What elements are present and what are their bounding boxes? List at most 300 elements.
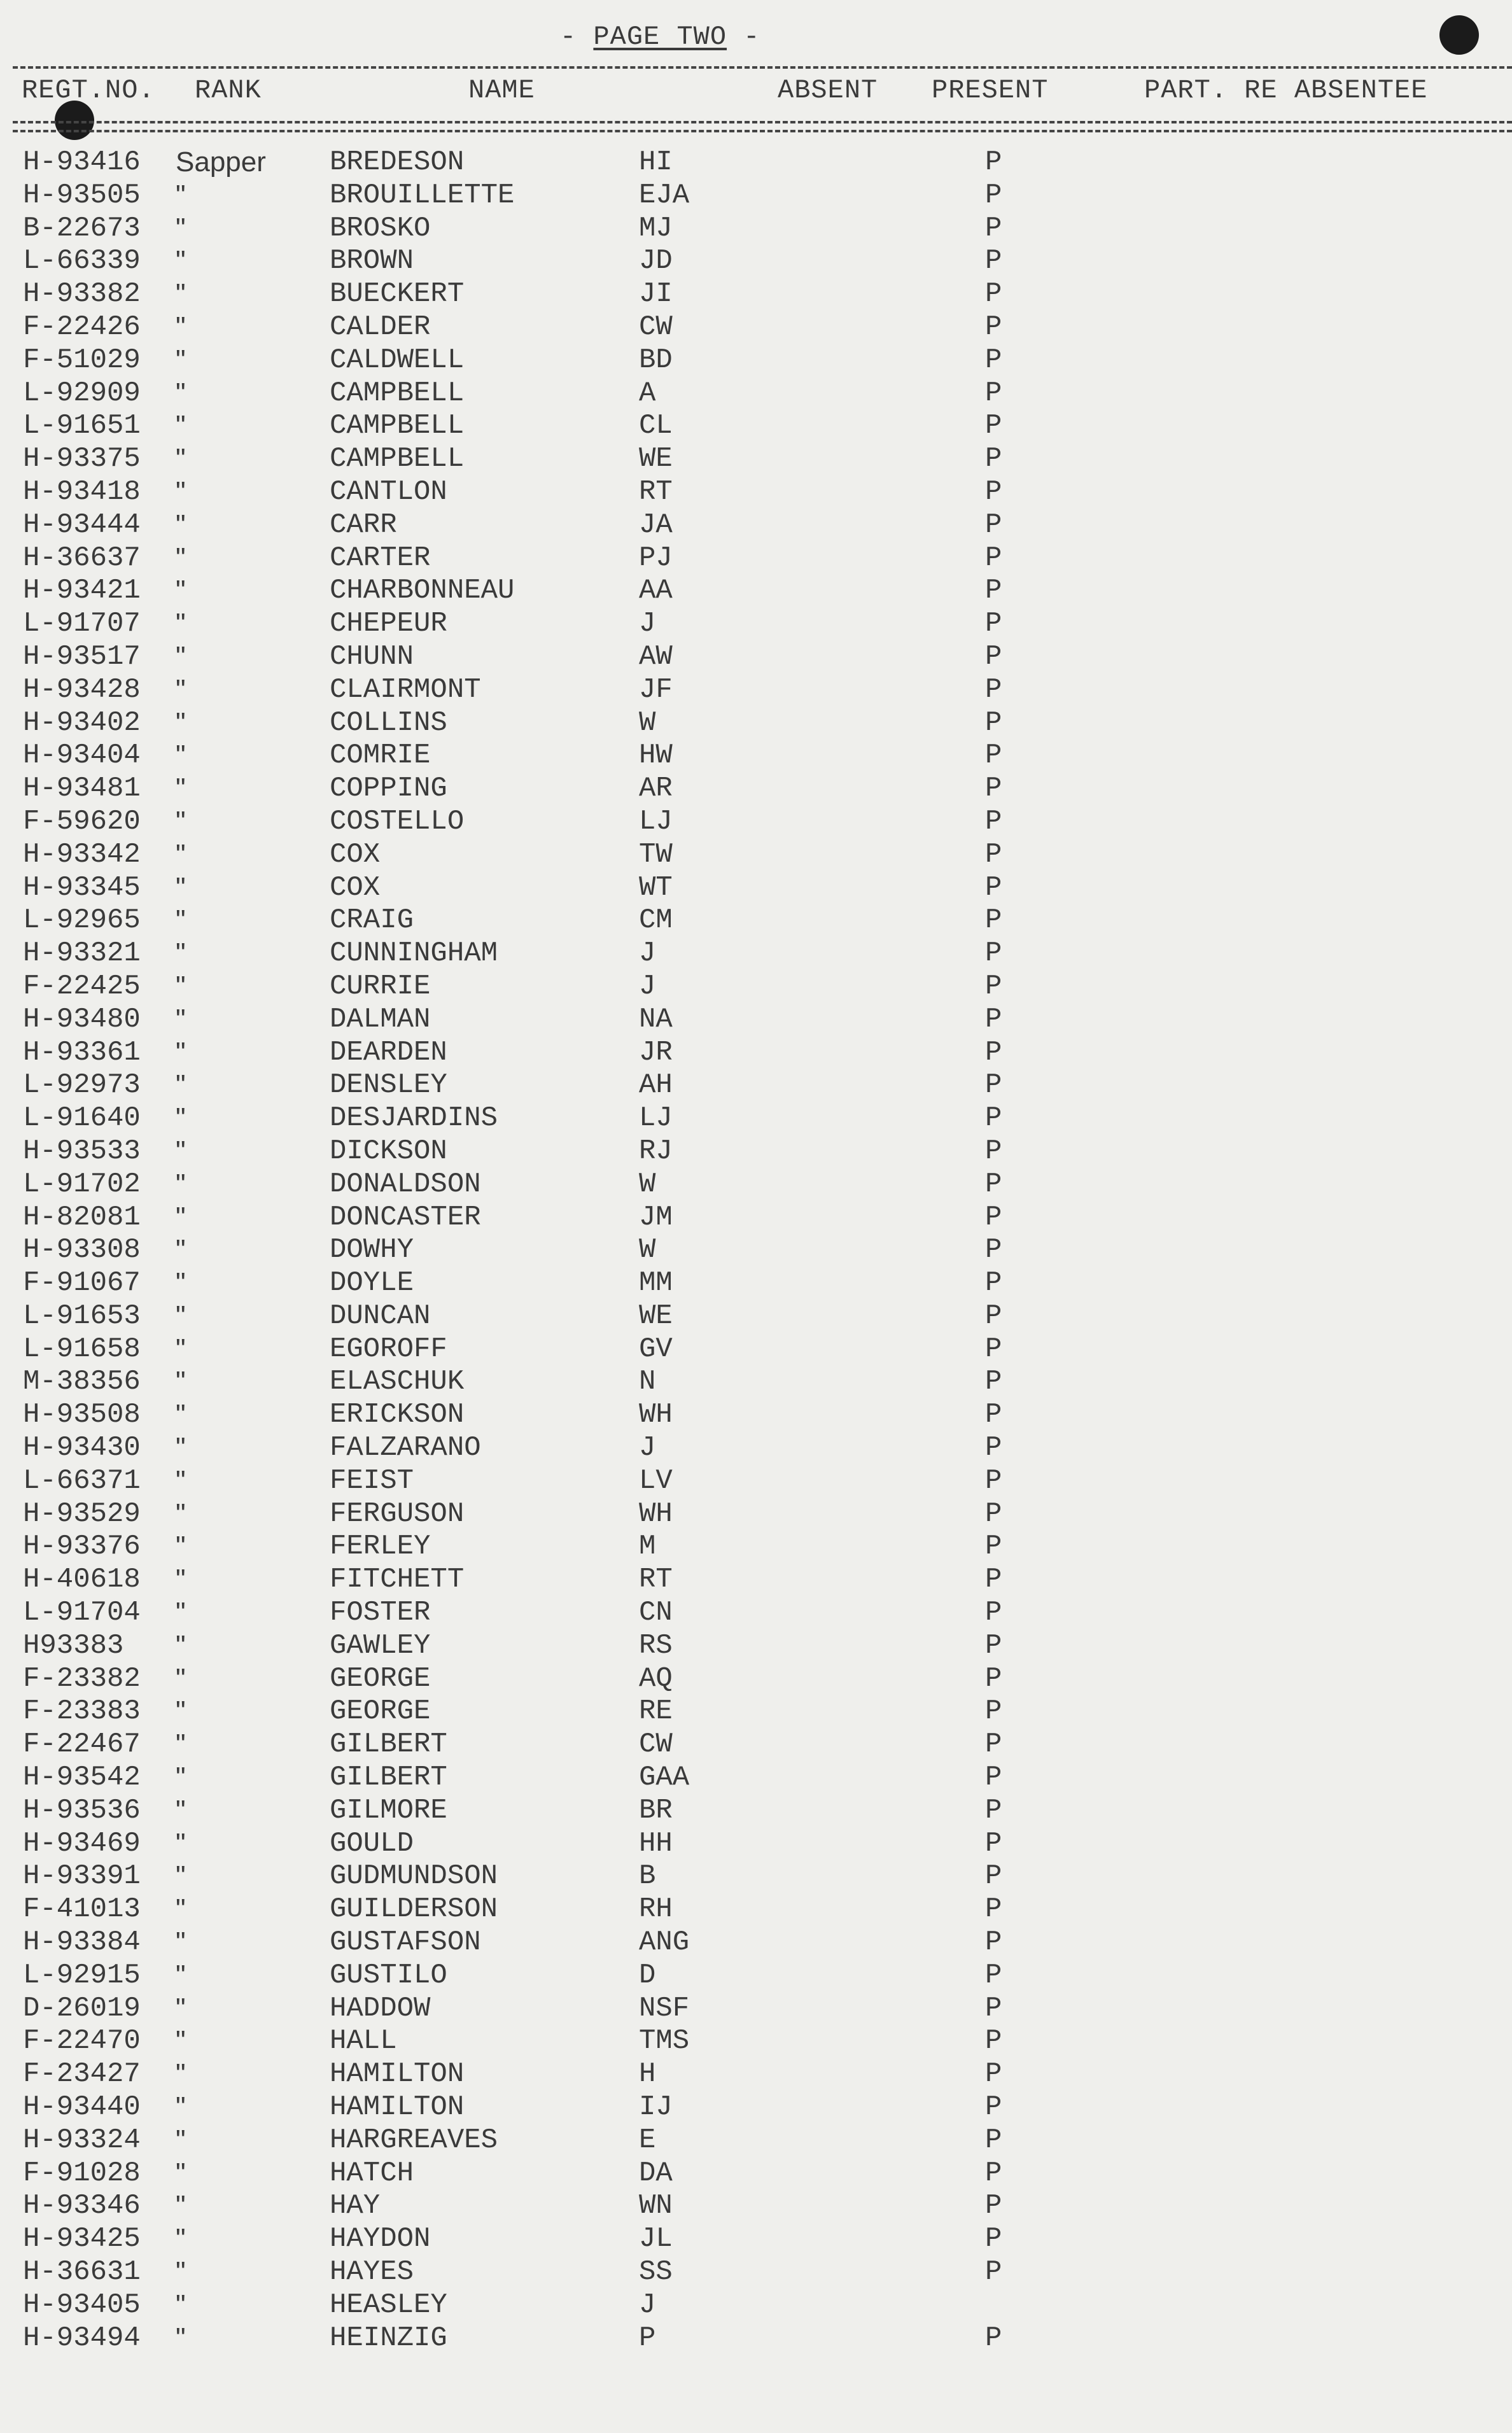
rank-cell: " bbox=[176, 1629, 186, 1661]
regt-no-cell: H-93402 bbox=[23, 706, 141, 739]
name-cell: BROUILLETTE bbox=[330, 179, 515, 211]
rank-cell: " bbox=[176, 1860, 186, 1892]
regt-no-cell: F-22425 bbox=[23, 970, 141, 1002]
present-cell: P bbox=[985, 1201, 1002, 1233]
name-cell: DICKSON bbox=[330, 1135, 447, 1167]
name-cell: CHARBONNEAU bbox=[330, 575, 515, 607]
rank-cell: " bbox=[176, 1003, 186, 1035]
initials-cell: RT bbox=[639, 475, 673, 508]
present-cell: P bbox=[985, 1300, 1002, 1332]
present-cell: P bbox=[985, 2322, 1002, 2354]
present-cell: P bbox=[985, 475, 1002, 508]
rank-cell: " bbox=[176, 245, 186, 277]
regt-no-cell: H-93469 bbox=[23, 1827, 141, 1860]
present-cell: P bbox=[985, 212, 1002, 244]
initials-cell: JI bbox=[639, 278, 673, 311]
present-cell: P bbox=[985, 1762, 1002, 1794]
initials-cell: JM bbox=[639, 1201, 673, 1233]
rank-cell: " bbox=[176, 1300, 186, 1331]
rank-cell: " bbox=[176, 1959, 186, 1991]
initials-cell: RE bbox=[639, 1695, 673, 1728]
initials-cell: J bbox=[639, 1432, 656, 1464]
table-row bbox=[0, 1102, 1512, 1135]
present-cell: P bbox=[985, 1531, 1002, 1563]
rank-cell: " bbox=[176, 805, 186, 837]
table-row bbox=[0, 2322, 1512, 2355]
initials-cell: JD bbox=[639, 245, 673, 277]
name-cell: CAMPBELL bbox=[330, 443, 465, 475]
rank-cell: " bbox=[176, 740, 186, 771]
rank-cell: " bbox=[176, 2190, 186, 2222]
regt-no-cell: H-93375 bbox=[23, 443, 141, 475]
table-row bbox=[0, 2190, 1512, 2223]
name-cell: COX bbox=[330, 871, 381, 904]
name-cell: HEASLEY bbox=[330, 2289, 447, 2321]
initials-cell: NA bbox=[639, 1003, 673, 1035]
present-cell: P bbox=[985, 2157, 1002, 2189]
initials-cell: HI bbox=[639, 146, 673, 178]
regt-no-cell: H-93425 bbox=[23, 2223, 141, 2255]
initials-cell: CM bbox=[639, 904, 673, 937]
name-cell: DENSLEY bbox=[330, 1069, 447, 1102]
header-present: PRESENT bbox=[932, 75, 1049, 106]
initials-cell: JL bbox=[639, 2223, 673, 2255]
present-cell: P bbox=[985, 673, 1002, 706]
present-cell: P bbox=[985, 1827, 1002, 1860]
name-cell: GEORGE bbox=[330, 1662, 431, 1695]
initials-cell: AQ bbox=[639, 1662, 673, 1695]
table-row bbox=[0, 1531, 1512, 1564]
table-row bbox=[0, 806, 1512, 839]
rank-cell: " bbox=[176, 344, 186, 375]
table-row bbox=[0, 904, 1512, 937]
rank-cell: " bbox=[176, 575, 186, 606]
present-cell: P bbox=[985, 410, 1002, 442]
name-cell: DALMAN bbox=[330, 1003, 431, 1035]
initials-cell: WH bbox=[639, 1497, 673, 1530]
present-cell: P bbox=[985, 1234, 1002, 1266]
initials-cell: GV bbox=[639, 1333, 673, 1365]
table-row bbox=[0, 674, 1512, 707]
initials-cell: J bbox=[639, 970, 656, 1002]
name-cell: COPPING bbox=[330, 773, 447, 805]
regt-no-cell: H-93405 bbox=[23, 2289, 141, 2321]
name-cell: CURRIE bbox=[330, 970, 431, 1002]
present-cell: P bbox=[985, 970, 1002, 1002]
regt-no-cell: H-93542 bbox=[23, 1762, 141, 1794]
table-row bbox=[0, 773, 1512, 806]
present-cell: P bbox=[985, 1728, 1002, 1761]
table-row bbox=[0, 872, 1512, 905]
rank-cell: " bbox=[176, 1464, 186, 1496]
rank-cell: " bbox=[176, 904, 186, 936]
table-row bbox=[0, 443, 1512, 476]
initials-cell: DA bbox=[639, 2157, 673, 2189]
regt-no-cell: H-93346 bbox=[23, 2190, 141, 2222]
header-rank: RANK bbox=[195, 75, 262, 106]
regt-no-cell: F-23427 bbox=[23, 2058, 141, 2091]
table-row bbox=[0, 1300, 1512, 1333]
rank-cell: " bbox=[176, 1827, 186, 1859]
name-cell: DEARDEN bbox=[330, 1036, 447, 1069]
name-cell: FALZARANO bbox=[330, 1432, 481, 1464]
regt-no-cell: H-93416 bbox=[23, 146, 141, 178]
present-cell: P bbox=[985, 608, 1002, 640]
table-row bbox=[0, 1037, 1512, 1070]
table-row bbox=[0, 1267, 1512, 1300]
initials-cell: LJ bbox=[639, 1102, 673, 1135]
regt-no-cell: L-92909 bbox=[23, 377, 141, 409]
regt-no-cell: H-36631 bbox=[23, 2256, 141, 2288]
present-cell: P bbox=[985, 640, 1002, 673]
table-row bbox=[0, 575, 1512, 608]
table-row bbox=[0, 2256, 1512, 2289]
initials-cell: LV bbox=[639, 1464, 673, 1497]
regt-no-cell: H-93418 bbox=[23, 475, 141, 508]
present-cell: P bbox=[985, 2124, 1002, 2156]
regt-no-cell: F-91028 bbox=[23, 2157, 141, 2189]
header-regt-no: REGT.NO. bbox=[22, 75, 155, 106]
regt-no-cell: H-93440 bbox=[23, 2091, 141, 2124]
regt-no-cell: H-93345 bbox=[23, 871, 141, 904]
name-cell: CAMPBELL bbox=[330, 377, 465, 409]
initials-cell: H bbox=[639, 2058, 656, 2091]
table-row bbox=[0, 608, 1512, 641]
rank-cell: " bbox=[176, 508, 186, 540]
initials-cell: RJ bbox=[639, 1135, 673, 1167]
punch-hole bbox=[55, 101, 94, 140]
initials-cell: MJ bbox=[639, 212, 673, 244]
table-row bbox=[0, 1465, 1512, 1498]
regt-no-cell: L-91658 bbox=[23, 1333, 141, 1365]
rank-cell: " bbox=[176, 1432, 186, 1464]
initials-cell: W bbox=[639, 1234, 656, 1266]
regt-no-cell: L-92915 bbox=[23, 1959, 141, 1991]
initials-cell: HW bbox=[639, 740, 673, 772]
rank-cell: " bbox=[176, 377, 186, 409]
present-cell: P bbox=[985, 1069, 1002, 1102]
name-cell: GUDMUNDSON bbox=[330, 1860, 498, 1893]
table-row bbox=[0, 179, 1512, 213]
name-cell: FOSTER bbox=[330, 1597, 431, 1629]
name-cell: DUNCAN bbox=[330, 1300, 431, 1332]
initials-cell: ANG bbox=[639, 1926, 690, 1959]
name-cell: GILBERT bbox=[330, 1728, 447, 1761]
initials-cell: TMS bbox=[639, 2025, 690, 2058]
regt-no-cell: L-92973 bbox=[23, 1069, 141, 1102]
regt-no-cell: H-93391 bbox=[23, 1860, 141, 1893]
table-row bbox=[0, 839, 1512, 872]
name-cell: HAY bbox=[330, 2190, 381, 2222]
regt-no-cell: B-22673 bbox=[23, 212, 141, 244]
name-cell: DOYLE bbox=[330, 1267, 414, 1300]
regt-no-cell: H-82081 bbox=[23, 1201, 141, 1233]
table-row bbox=[0, 1695, 1512, 1728]
table-row bbox=[0, 1762, 1512, 1795]
present-cell: P bbox=[985, 2091, 1002, 2124]
table-row bbox=[0, 1728, 1512, 1762]
initials-cell: W bbox=[639, 1168, 656, 1200]
present-cell: P bbox=[985, 1959, 1002, 1991]
table-row bbox=[0, 311, 1512, 344]
table-row bbox=[0, 1893, 1512, 1926]
table-row bbox=[0, 1135, 1512, 1168]
name-cell: CHEPEUR bbox=[330, 608, 447, 640]
initials-cell: J bbox=[639, 937, 656, 970]
name-cell: BROSKO bbox=[330, 212, 431, 244]
regt-no-cell: H-93324 bbox=[23, 2124, 141, 2156]
initials-cell: P bbox=[639, 2322, 656, 2354]
name-cell: CARR bbox=[330, 508, 397, 541]
present-cell: P bbox=[985, 1497, 1002, 1530]
regt-no-cell: H-93421 bbox=[23, 575, 141, 607]
regt-no-cell: H-93494 bbox=[23, 2322, 141, 2354]
regt-no-cell: H-93533 bbox=[23, 1135, 141, 1167]
regt-no-cell: H-93430 bbox=[23, 1432, 141, 1464]
initials-cell: W bbox=[639, 706, 656, 739]
rank-cell: " bbox=[176, 2058, 186, 2090]
rank-cell: " bbox=[176, 1366, 186, 1398]
rank-cell: " bbox=[176, 1695, 186, 1727]
rank-cell: " bbox=[176, 608, 186, 640]
name-cell: DESJARDINS bbox=[330, 1102, 498, 1135]
rank-cell: " bbox=[176, 1992, 186, 2024]
initials-cell: CL bbox=[639, 410, 673, 442]
initials-cell: JF bbox=[639, 673, 673, 706]
initials-cell: JA bbox=[639, 508, 673, 541]
table-row bbox=[0, 1860, 1512, 1893]
name-cell: CALDER bbox=[330, 311, 431, 343]
present-cell: P bbox=[985, 2190, 1002, 2222]
initials-cell: AA bbox=[639, 575, 673, 607]
rank-cell: " bbox=[176, 1728, 186, 1760]
present-cell: P bbox=[985, 2058, 1002, 2091]
header-absent: ABSENT bbox=[778, 75, 878, 106]
regt-no-cell: D-26019 bbox=[23, 1992, 141, 2024]
table-row bbox=[0, 1663, 1512, 1696]
table-row bbox=[0, 740, 1512, 773]
present-cell: P bbox=[985, 838, 1002, 871]
present-cell: P bbox=[985, 2223, 1002, 2255]
table-row bbox=[0, 344, 1512, 377]
rank-cell: " bbox=[176, 278, 186, 310]
name-cell: GEORGE bbox=[330, 1695, 431, 1728]
present-cell: P bbox=[985, 1794, 1002, 1827]
present-cell: P bbox=[985, 1432, 1002, 1464]
initials-cell: MM bbox=[639, 1267, 673, 1300]
name-cell: GILMORE bbox=[330, 1794, 447, 1827]
table-row bbox=[0, 1366, 1512, 1399]
regt-no-cell: L-91653 bbox=[23, 1300, 141, 1332]
name-cell: HALL bbox=[330, 2025, 397, 2058]
present-cell: P bbox=[985, 1662, 1002, 1695]
rank-cell: " bbox=[176, 673, 186, 705]
present-cell: P bbox=[985, 1003, 1002, 1035]
table-row bbox=[0, 707, 1512, 740]
header-rule-double-1 bbox=[13, 121, 1512, 123]
rank-cell: " bbox=[176, 542, 186, 573]
name-cell: CRAIG bbox=[330, 904, 414, 937]
name-cell: FEIST bbox=[330, 1464, 414, 1497]
regt-no-cell: L-91702 bbox=[23, 1168, 141, 1200]
name-cell: CAMPBELL bbox=[330, 410, 465, 442]
table-row bbox=[0, 146, 1512, 179]
name-cell: GILBERT bbox=[330, 1762, 447, 1794]
regt-no-cell: H-93321 bbox=[23, 937, 141, 970]
initials-cell: AR bbox=[639, 773, 673, 805]
present-cell: P bbox=[985, 1267, 1002, 1300]
regt-no-cell: L-92965 bbox=[23, 904, 141, 937]
initials-cell: M bbox=[639, 1531, 656, 1563]
present-cell: P bbox=[985, 1333, 1002, 1365]
table-row bbox=[0, 1333, 1512, 1366]
table-row bbox=[0, 2025, 1512, 2058]
table-row bbox=[0, 2289, 1512, 2322]
rank-cell: " bbox=[176, 179, 186, 211]
table-row bbox=[0, 2157, 1512, 2191]
table-row bbox=[0, 377, 1512, 410]
regt-no-cell: H-93428 bbox=[23, 673, 141, 706]
rank-cell: " bbox=[176, 1926, 186, 1958]
initials-cell: CW bbox=[639, 311, 673, 343]
regt-no-cell: H-40618 bbox=[23, 1564, 141, 1596]
present-cell: P bbox=[985, 1135, 1002, 1167]
rank-cell: " bbox=[176, 640, 186, 672]
initials-cell: BD bbox=[639, 344, 673, 376]
name-cell: COMRIE bbox=[330, 740, 431, 772]
present-cell: P bbox=[985, 904, 1002, 937]
initials-cell: WH bbox=[639, 1399, 673, 1431]
regt-no-cell: H-93444 bbox=[23, 508, 141, 541]
regt-no-cell: H-93382 bbox=[23, 278, 141, 311]
name-cell: DONALDSON bbox=[330, 1168, 481, 1200]
rank-cell: " bbox=[176, 2223, 186, 2255]
initials-cell: WN bbox=[639, 2190, 673, 2222]
table-row bbox=[0, 1993, 1512, 2026]
rank-cell: " bbox=[176, 1399, 186, 1431]
regt-no-cell: L-66339 bbox=[23, 245, 141, 277]
table-row bbox=[0, 1960, 1512, 1993]
name-cell: GUSTILO bbox=[330, 1959, 447, 1991]
regt-no-cell: H-93342 bbox=[23, 838, 141, 871]
present-cell: P bbox=[985, 1695, 1002, 1728]
regt-no-cell: F-22467 bbox=[23, 1728, 141, 1761]
table-row bbox=[0, 1498, 1512, 1531]
name-cell: ERICKSON bbox=[330, 1399, 465, 1431]
name-cell: CHUNN bbox=[330, 640, 414, 673]
name-cell: CALDWELL bbox=[330, 344, 465, 376]
initials-cell: AW bbox=[639, 640, 673, 673]
present-cell: P bbox=[985, 542, 1002, 574]
present-cell: P bbox=[985, 937, 1002, 970]
regt-no-cell: F-23383 bbox=[23, 1695, 141, 1728]
name-cell: HEINZIG bbox=[330, 2322, 447, 2354]
rank-cell: " bbox=[176, 838, 186, 870]
present-cell: P bbox=[985, 278, 1002, 311]
present-cell: P bbox=[985, 1464, 1002, 1497]
rank-cell: " bbox=[176, 706, 186, 738]
table-row bbox=[0, 542, 1512, 575]
present-cell: P bbox=[985, 871, 1002, 904]
name-cell: CLAIRMONT bbox=[330, 673, 481, 706]
initials-cell: SS bbox=[639, 2256, 673, 2288]
initials-cell: D bbox=[639, 1959, 656, 1991]
name-cell: CARTER bbox=[330, 542, 431, 574]
initials-cell: BR bbox=[639, 1794, 673, 1827]
initials-cell: NSF bbox=[639, 1992, 690, 2024]
present-cell: P bbox=[985, 1926, 1002, 1959]
name-cell: EGOROFF bbox=[330, 1333, 447, 1365]
present-cell: P bbox=[985, 706, 1002, 739]
name-cell: HAMILTON bbox=[330, 2058, 465, 2091]
present-cell: P bbox=[985, 1629, 1002, 1662]
present-cell: P bbox=[985, 1168, 1002, 1200]
table-row bbox=[0, 410, 1512, 443]
present-cell: P bbox=[985, 2025, 1002, 2058]
name-cell: HADDOW bbox=[330, 1992, 431, 2024]
rank-cell: " bbox=[176, 2025, 186, 2057]
present-cell: P bbox=[985, 344, 1002, 376]
present-cell: P bbox=[985, 575, 1002, 607]
regt-no-cell: H-36637 bbox=[23, 542, 141, 574]
header-rule-top bbox=[13, 66, 1512, 69]
present-cell: P bbox=[985, 443, 1002, 475]
rank-cell: Sapper bbox=[176, 146, 266, 178]
rank-cell: " bbox=[176, 1893, 186, 1925]
table-row bbox=[0, 1234, 1512, 1267]
present-cell: P bbox=[985, 773, 1002, 805]
initials-cell: PJ bbox=[639, 542, 673, 574]
present-cell: P bbox=[985, 245, 1002, 277]
header-rule-double-2 bbox=[13, 130, 1512, 132]
present-cell: P bbox=[985, 1399, 1002, 1431]
present-cell: P bbox=[985, 146, 1002, 178]
present-cell: P bbox=[985, 1597, 1002, 1629]
rank-cell: " bbox=[176, 1531, 186, 1562]
initials-cell: RH bbox=[639, 1893, 673, 1926]
present-cell: P bbox=[985, 508, 1002, 541]
name-cell: HATCH bbox=[330, 2157, 414, 2189]
initials-cell: WE bbox=[639, 443, 673, 475]
initials-cell: TW bbox=[639, 838, 673, 871]
rank-cell: " bbox=[176, 443, 186, 475]
table-row bbox=[0, 1795, 1512, 1828]
rank-cell: " bbox=[176, 1135, 186, 1167]
regt-no-cell: H-93404 bbox=[23, 740, 141, 772]
regt-no-cell: L-91707 bbox=[23, 608, 141, 640]
regt-no-cell: H-93536 bbox=[23, 1794, 141, 1827]
rank-cell: " bbox=[176, 1069, 186, 1101]
name-cell: HAYDON bbox=[330, 2223, 431, 2255]
regt-no-cell: F-22426 bbox=[23, 311, 141, 343]
table-row bbox=[0, 1069, 1512, 1102]
name-cell: ELASCHUK bbox=[330, 1366, 465, 1398]
table-row bbox=[0, 1168, 1512, 1202]
table-row bbox=[0, 2124, 1512, 2157]
regt-no-cell: L-66371 bbox=[23, 1464, 141, 1497]
rank-cell: " bbox=[176, 1762, 186, 1793]
rank-cell: " bbox=[176, 1267, 186, 1299]
rank-cell: " bbox=[176, 1564, 186, 1595]
name-cell: GOULD bbox=[330, 1827, 414, 1860]
name-cell: GAWLEY bbox=[330, 1629, 431, 1662]
rank-cell: " bbox=[176, 212, 186, 244]
name-cell: GUILDERSON bbox=[330, 1893, 498, 1926]
punch-hole bbox=[1439, 15, 1479, 55]
name-cell: BROWN bbox=[330, 245, 414, 277]
present-cell: P bbox=[985, 1992, 1002, 2024]
initials-cell: CW bbox=[639, 1728, 673, 1761]
